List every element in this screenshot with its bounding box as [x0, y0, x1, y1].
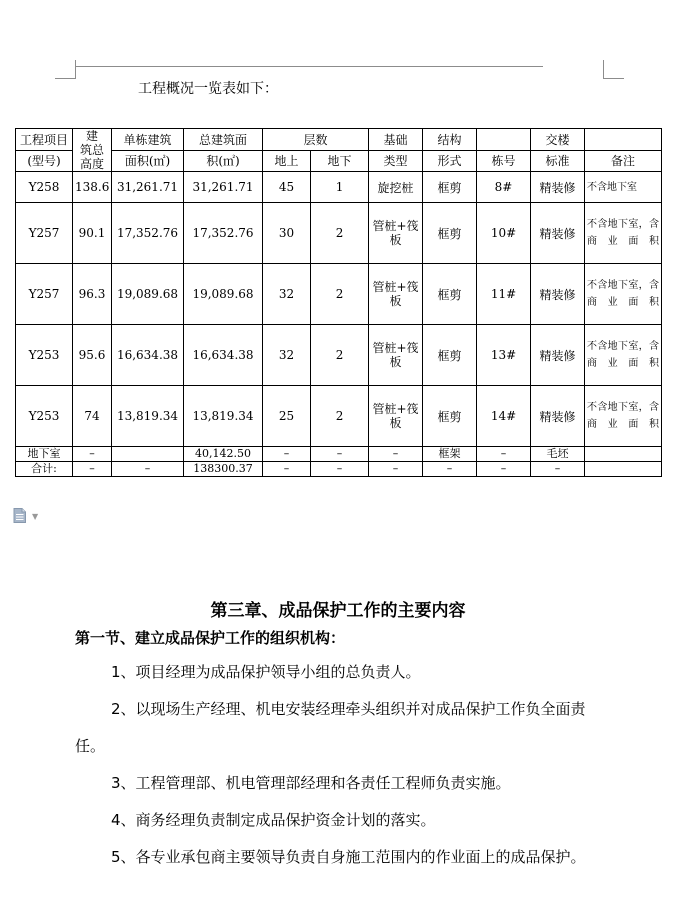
header-cell [477, 129, 531, 151]
cell-below: 1 [311, 172, 369, 203]
cell-foundation: 管桩+筏板 [369, 264, 423, 325]
paragraph-4: 4、商务经理负责制定成品保护资金计划的落实。 [111, 811, 436, 829]
cell-unit-area: 13,819.34 [112, 386, 184, 447]
header-cell: 单栋建筑 [112, 129, 184, 151]
cell-total-area: 16,634.38 [184, 325, 263, 386]
header-line [75, 66, 543, 67]
cell-unit-area: 19,089.68 [112, 264, 184, 325]
cell-standard: 精装修 [531, 203, 585, 264]
cell-standard: 精装修 [531, 172, 585, 203]
cell-note: 不含地下室，含商业面积 [585, 386, 662, 447]
header-cell: 积(㎡) [184, 150, 263, 172]
cell-above: 25 [263, 386, 311, 447]
chevron-down-icon[interactable]: ▼ [32, 512, 39, 521]
cell-foundation: – [369, 447, 423, 462]
cell-height: 95.6 [73, 325, 112, 386]
cell-height: – [73, 447, 112, 462]
table-header-row-1 [16, 129, 662, 151]
cell-building: 11# [477, 264, 531, 325]
cell-note: 不含地下室，含商业面积 [585, 264, 662, 325]
cell-below: 2 [311, 386, 369, 447]
cell-total-area: 13,819.34 [184, 386, 263, 447]
cell-building: – [477, 462, 531, 477]
cell-label: 合计: [16, 462, 73, 477]
cell-unit-area [112, 447, 184, 462]
project-overview-table [15, 128, 662, 477]
header-cell: 备注 [585, 150, 662, 172]
cell-above: 32 [263, 264, 311, 325]
cell-structure: 框剪 [423, 386, 477, 447]
table-row [16, 264, 662, 325]
cell-above: 30 [263, 203, 311, 264]
cell-standard: 精装修 [531, 264, 585, 325]
cell-above: – [263, 447, 311, 462]
cell-below: – [311, 447, 369, 462]
table-row [16, 325, 662, 386]
header-cell: 标准 [531, 150, 585, 172]
header-cell: 地上 [263, 150, 311, 172]
cell-structure: – [423, 462, 477, 477]
cell-foundation: 旋挖桩 [369, 172, 423, 203]
header-cell [585, 129, 662, 151]
cell-standard: 精装修 [531, 386, 585, 447]
cell-height: – [73, 462, 112, 477]
header-cell: 总建筑面 [184, 129, 263, 151]
cell-note [585, 447, 662, 462]
cell-model: Y258 [16, 172, 73, 203]
table-row [16, 386, 662, 447]
cell-foundation: 管桩+筏板 [369, 386, 423, 447]
table-row-total [16, 462, 662, 477]
cell-foundation: 管桩+筏板 [369, 203, 423, 264]
paragraph-3: 3、工程管理部、机电管理部经理和各责任工程师负责实施。 [111, 774, 511, 792]
cell-structure: 框剪 [423, 325, 477, 386]
header-cell: 结构 [423, 129, 477, 151]
cell-below: 2 [311, 264, 369, 325]
header-cell-floors: 层数 [263, 129, 369, 151]
cell-building: 14# [477, 386, 531, 447]
cell-building: 10# [477, 203, 531, 264]
table-row [16, 172, 662, 203]
cell-model: Y253 [16, 325, 73, 386]
document-icon[interactable] [13, 508, 26, 523]
header-cell: 类型 [369, 150, 423, 172]
header-cell: (型号) [16, 150, 73, 172]
paragraph-2: 2、以现场生产经理、机电安装经理牵头组织并对成品保护工作负全面责任。 [75, 700, 586, 755]
cell-model: Y257 [16, 264, 73, 325]
cell-height: 96.3 [73, 264, 112, 325]
cell-label: 地下室 [16, 447, 73, 462]
cell-below: 2 [311, 203, 369, 264]
header-cell: 交楼 [531, 129, 585, 151]
cell-total-area: 19,089.68 [184, 264, 263, 325]
cell-height: 138.6 [73, 172, 112, 203]
cell-unit-area: – [112, 462, 184, 477]
cell-total-area: 17,352.76 [184, 203, 263, 264]
cell-unit-area: 16,634.38 [112, 325, 184, 386]
paragraph-5: 5、各专业承包商主要领导负责自身施工范围内的作业面上的成品保护。 [111, 848, 586, 866]
table-intro-text: 工程概况一览表如下： [138, 81, 278, 97]
cell-below: 2 [311, 325, 369, 386]
section-title: 第一节、建立成品保护工作的组织机构： [75, 629, 346, 647]
cell-total-area: 40,142.50 [184, 447, 263, 462]
cell-structure: 框剪 [423, 203, 477, 264]
cell-height: 90.1 [73, 203, 112, 264]
table-row [16, 203, 662, 264]
cell-building: – [477, 447, 531, 462]
cell-model: Y253 [16, 386, 73, 447]
cell-structure: 框剪 [423, 264, 477, 325]
cell-note: 不含地下室 [585, 172, 662, 203]
page-corner-mark-left [55, 60, 76, 79]
cell-above: – [263, 462, 311, 477]
header-cell: 工程项目 [16, 129, 73, 151]
chapter-title: 第三章、成品保护工作的主要内容 [210, 601, 466, 621]
cell-standard: 精装修 [531, 325, 585, 386]
cell-note: 不含地下室，含商业面积 [585, 203, 662, 264]
cell-model: Y257 [16, 203, 73, 264]
cell-below: – [311, 462, 369, 477]
header-cell: 地下 [311, 150, 369, 172]
header-cell: 形式 [423, 150, 477, 172]
cell-structure: 框架 [423, 447, 477, 462]
cell-structure: 框剪 [423, 172, 477, 203]
cell-total-area: 31,261.71 [184, 172, 263, 203]
cell-standard: – [531, 462, 585, 477]
cell-total-area: 138300.37 [184, 462, 263, 477]
header-cell: 基础 [369, 129, 423, 151]
cell-foundation: – [369, 462, 423, 477]
header-cell: 面积(㎡) [112, 150, 184, 172]
cell-height: 74 [73, 386, 112, 447]
cell-above: 32 [263, 325, 311, 386]
cell-building: 13# [477, 325, 531, 386]
cell-standard: 毛坯 [531, 447, 585, 462]
header-cell: 栋号 [477, 150, 531, 172]
cell-unit-area: 31,261.71 [112, 172, 184, 203]
cell-foundation: 管桩+筏板 [369, 325, 423, 386]
page-corner-mark-right [603, 60, 624, 79]
paragraph-1: 1、项目经理为成品保护领导小组的总负责人。 [111, 663, 421, 681]
header-cell-height: 建 筑总 高度 [73, 129, 112, 172]
cell-above: 45 [263, 172, 311, 203]
table-row-basement [16, 447, 662, 462]
cell-note [585, 462, 662, 477]
cell-unit-area: 17,352.76 [112, 203, 184, 264]
cell-note: 不含地下室，含商业面积 [585, 325, 662, 386]
cell-building: 8# [477, 172, 531, 203]
